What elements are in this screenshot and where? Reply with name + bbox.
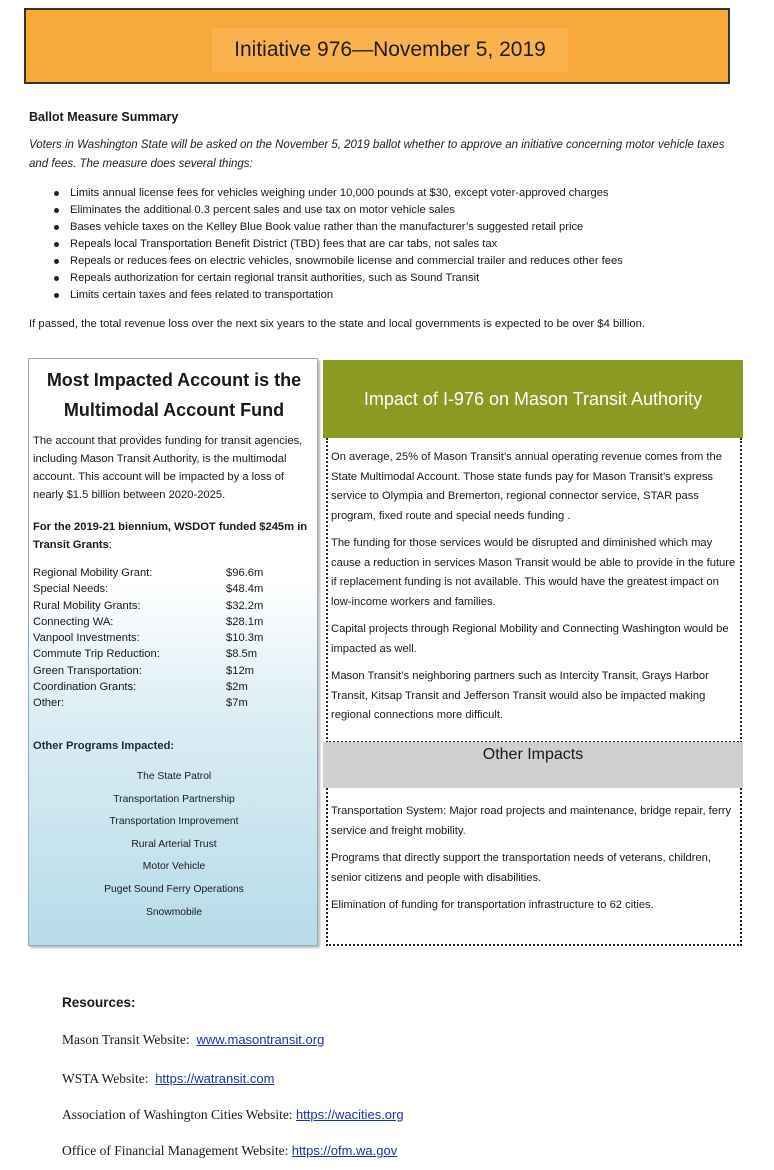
list-item: Repeals local Transportation Benefit District (TBD) fees that are car tabs, not sales tax: [70, 236, 623, 253]
panel-title: [29, 365, 319, 425]
table-row: [33, 581, 286, 597]
impact-paragraph: Mason Transit’s neighboring partners such as Intercity Transit, Grays Harbor Transit, Kitsap Transit and Jefferson Transit would also be impacted making regional connections more difficult.: [331, 670, 709, 721]
grant-amount: $7m: [226, 697, 248, 710]
impact-paragraph: Capital projects through Regional Mobility and Connecting Washington would be impacted as well.: [331, 623, 729, 655]
grant-amount: $28.1m: [226, 615, 264, 628]
table-row: [33, 695, 286, 711]
grant-name: Green Transportation:: [33, 664, 142, 677]
list-item: Repeals authorization for certain regional transit authorities, such as Sound Transit: [70, 270, 623, 287]
impact-banner: [323, 360, 743, 438]
resource-line: [62, 1032, 324, 1048]
resources-title: Resources:: [62, 995, 136, 1010]
grant-table: [33, 565, 286, 712]
biennium-heading-tail: :: [108, 539, 112, 551]
list-item: Limits certain taxes and fees related to transportation: [70, 287, 623, 304]
list-item: Snowmobile: [145, 906, 203, 918]
other-programs-title: Other Programs Impacted:: [33, 740, 175, 752]
grant-name: Other:: [33, 697, 65, 710]
grant-name: Special Needs:: [33, 583, 109, 596]
grant-amount: $48.4m: [226, 583, 264, 596]
multimodal-account-panel: [28, 358, 318, 946]
summary-intro: Voters in Washington State will be asked on the November 5, 2019 ballot whether to approve an initiative concerning motor vehicle taxes and fees. The measure does several things:: [29, 139, 725, 170]
list-item: Repeals or reduces fees on electric vehicles, snowmobile license and commercial trailer and reduces other fees: [70, 253, 623, 270]
summary-heading: Ballot Measure Summary: [29, 110, 179, 124]
grant-amount: $10.3m: [226, 632, 264, 645]
ofm-link[interactable]: https://ofm.wa.gov: [291, 1143, 398, 1158]
grant-name: Commute Trip Reduction:: [33, 648, 160, 661]
biennium-heading-bold: For the 2019-21 biennium, WSDOT funded $245m in Transit Grants: [33, 521, 308, 551]
header-banner: [24, 8, 730, 84]
grant-name: Regional Mobility Grant:: [33, 567, 153, 579]
list-item: Motor Vehicle: [142, 861, 206, 873]
list-item: The State Patrol: [136, 771, 212, 782]
list-item: Rural Arterial Trust: [131, 838, 217, 850]
header-title-box: [212, 28, 568, 72]
biennium-heading: [33, 518, 315, 554]
panel-title-line: Multimodal Account Fund: [63, 400, 285, 420]
grant-amount: $96.6m: [226, 567, 264, 579]
page-title: Initiative 976—November 5, 2019: [234, 38, 546, 61]
table-row: [33, 630, 286, 646]
resource-label: Office of Financial Management Website:: [62, 1143, 289, 1158]
resource-line: [62, 1107, 404, 1123]
impact-text: [331, 448, 741, 734]
list-item: Transportation Improvement: [109, 816, 239, 828]
grant-amount: $8.5m: [226, 648, 258, 661]
grant-name: Connecting WA:: [33, 615, 114, 628]
other-impact-paragraph: Programs that directly support the transportation needs of veterans, children, senior citizens and people with disabilities.: [331, 852, 711, 884]
impact-banner-title: Impact of I-976 on Mason Transit Authority: [363, 388, 703, 409]
revenue-note: If passed, the total revenue loss over the next six years to the state and local governments is expected to be over $4 billion.: [29, 318, 646, 330]
list-item: Limits annual license fees for vehicles weighing under 10,000 pounds at $30, except voter-approved charges: [70, 185, 623, 202]
list-item: Bases vehicle taxes on the Kelley Blue Book value rather than the manufacturer’s suggested retail price: [70, 219, 623, 236]
awc-link[interactable]: https://wacities.org: [295, 1107, 404, 1122]
resource-label: WSTA Website:: [62, 1071, 149, 1086]
other-impacts-section: [326, 788, 742, 946]
resource-line: [62, 1143, 397, 1159]
resource-label: Mason Transit Website:: [62, 1032, 190, 1047]
table-row: [33, 663, 286, 679]
table-row: [33, 679, 286, 695]
table-row: [33, 614, 286, 630]
panel-title-line: Most Impacted Account is the: [46, 370, 302, 390]
grant-amount: $32.2m: [226, 599, 264, 612]
other-impact-paragraph: Transportation System: Major road projects and maintenance, bridge repair, ferry service and freight mobility.: [331, 805, 732, 837]
other-impacts-text: [331, 802, 741, 924]
impact-paragraph: The funding for those services would be disrupted and diminished which may cause a reduction in services Mason Transit would be able to provide in the future if replacement funding is not available. This would have the greatest impact on low-income workers and families.: [331, 537, 736, 608]
resource-label: Association of Washington Cities Website:: [62, 1107, 293, 1122]
table-row: [33, 646, 286, 662]
other-programs-list: [29, 766, 319, 924]
grant-name: Rural Mobility Grants:: [33, 599, 141, 612]
list-item: Eliminates the additional 0.3 percent sales and use tax on motor vehicle sales: [70, 202, 623, 219]
impact-paragraph: On average, 25% of Mason Transit’s annual operating revenue comes from the State Multimodal Account. Those state funds pay for Mason Transit’s express service to Olympia and Bremerton, regional connector service, STAR pass program, fixed route and special needs funding .: [331, 451, 722, 522]
table-row: [33, 598, 286, 614]
mason-transit-link[interactable]: www.masontransit.org: [196, 1032, 325, 1047]
grant-name: Vanpool Investments:: [33, 632, 140, 645]
other-impacts-banner: [323, 742, 743, 788]
grant-amount: $2m: [226, 681, 248, 694]
grant-name: Coordination Grants:: [33, 681, 137, 694]
resource-line: [62, 1071, 274, 1087]
other-impact-paragraph: Elimination of funding for transportation infrastructure to 62 cities.: [331, 899, 654, 911]
panel-intro: The account that provides funding for transit agencies, including Mason Transit Authority, is the multimodal account. This account will be impacted by a loss of nearly $1.5 billion between 2020-2025.: [33, 435, 303, 501]
other-impacts-title: Other Impacts: [482, 746, 584, 763]
grant-amount: $12m: [226, 664, 254, 677]
summary-list: [70, 185, 623, 304]
impact-section: [326, 438, 742, 743]
list-item: Transportation Partnership: [113, 793, 235, 805]
table-row: [33, 565, 286, 581]
wsta-link[interactable]: https://watransit.com: [155, 1071, 275, 1086]
list-item: Puget Sound Ferry Operations: [104, 883, 244, 895]
